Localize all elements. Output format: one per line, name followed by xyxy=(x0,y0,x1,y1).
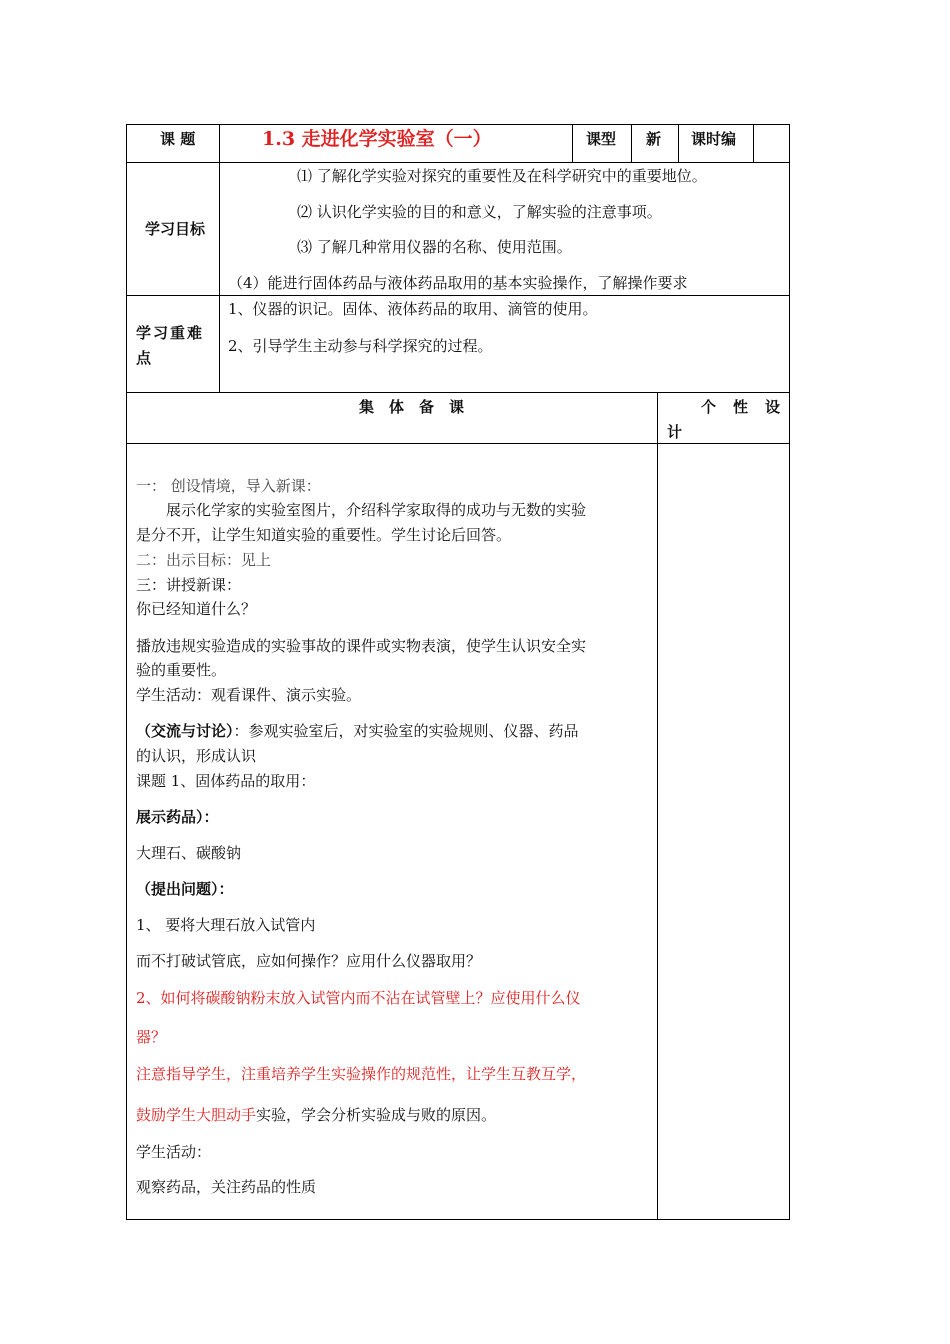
body-line: 展示化学家的实验室图片，介绍科学家取得的成功与无数的实验 xyxy=(166,501,587,519)
key-point-item: 1、仪器的识记。固体、液体药品的取用、滴管的使用。 xyxy=(228,300,598,318)
table-border-right xyxy=(789,124,790,1220)
body-line: 验的重要性。 xyxy=(136,661,227,679)
key-points-label: 学习重难 xyxy=(136,324,205,342)
table-rule-v xyxy=(631,124,632,163)
body-line: 学生活动：观看课件、演示实验。 xyxy=(136,686,362,704)
objective-item: （4）能进行固体药品与液体药品取用的基本实验操作，了解操作要求 xyxy=(228,274,688,292)
encourage-text: 鼓励学生大胆动手 xyxy=(136,1106,257,1124)
objective-item: ⑶ 了解几种常用仪器的名称、使用范围。 xyxy=(297,238,572,256)
body-line: 的认识，形成认识 xyxy=(136,747,257,765)
type-label: 课型 xyxy=(586,130,617,148)
table-rule xyxy=(126,162,790,163)
body-line xyxy=(136,721,579,741)
body-line: 播放违规实验造成的实验事故的课件或实物表演，使学生认识安全实 xyxy=(136,637,587,655)
discussion-label: （交流与讨论） xyxy=(136,722,234,740)
table-rule-v xyxy=(219,124,220,393)
personal-header-cont: 计 xyxy=(667,423,683,441)
objective-item: ⑵ 认识化学实验的目的和意义，了解实验的注意事项。 xyxy=(297,203,662,221)
body-line-red: 注意指导学生，注重培养学生实验操作的规范性，让学生互教互学， xyxy=(136,1065,587,1083)
objective-item: ⑴ 了解化学实验对探究的重要性及在科学研究中的重要地位。 xyxy=(297,167,707,185)
body-line: 课题 1、固体药品的取用： xyxy=(136,772,316,790)
body-line: 你已经知道什么？ xyxy=(136,600,257,618)
key-points-label-cont: 点 xyxy=(136,349,152,367)
table-border-bottom xyxy=(126,1219,790,1220)
experiment-text: 实验，学会分析实验成与败的原因。 xyxy=(256,1106,497,1124)
body-line-red: 器？ xyxy=(136,1028,167,1046)
key-point-item: 2、引导学生主动参与科学探究的过程。 xyxy=(228,337,493,355)
type-value: 新 xyxy=(646,130,662,148)
table-border-left xyxy=(126,124,127,1220)
body-line: 一： 创设情境，导入新课： xyxy=(136,477,321,495)
objectives-label: 学习目标 xyxy=(145,220,206,238)
table-rule-v xyxy=(753,124,754,163)
table-rule-v xyxy=(657,392,658,1220)
table-border-top xyxy=(126,124,790,125)
table-rule-v xyxy=(572,124,573,163)
personal-header: 个 性 设 xyxy=(701,398,782,416)
body-line: 是分不开，让学生知道实验的重要性。学生讨论后回答。 xyxy=(136,526,512,544)
table-rule xyxy=(126,443,790,444)
body-line: 而不打破试管底，应如何操作？应用什么仪器取用？ xyxy=(136,952,482,970)
body-line xyxy=(136,1105,496,1125)
body-line: 1、 要将大理石放入试管内 xyxy=(136,916,316,934)
table-rule xyxy=(126,295,790,296)
body-line: 大理石、碳酸钠 xyxy=(136,844,242,862)
table-rule-v xyxy=(678,124,679,163)
discussion-text: ：参观实验室后，对实验室的实验规则、仪器、药品 xyxy=(233,722,579,740)
body-line: 观察药品，关注药品的性质 xyxy=(136,1178,317,1196)
table-rule xyxy=(126,392,790,393)
body-heading: 展示药品）： xyxy=(136,808,219,826)
body-line: 三：讲授新课： xyxy=(136,576,242,594)
body-line: 学生活动： xyxy=(136,1143,212,1161)
period-label: 课时编 xyxy=(691,130,737,148)
collective-header: 集 体 备 课 xyxy=(359,398,465,416)
subject-label: 课 题 xyxy=(160,130,196,148)
body-line: 二：出示目标：见上 xyxy=(136,551,272,569)
body-line-red: 2、如何将碳酸钠粉末放入试管内而不沾在试管壁上？应使用什么仪 xyxy=(136,989,581,1007)
body-heading: （提出问题）： xyxy=(136,880,234,898)
lesson-title: 1.3 走进化学实验室（一） xyxy=(262,128,492,150)
